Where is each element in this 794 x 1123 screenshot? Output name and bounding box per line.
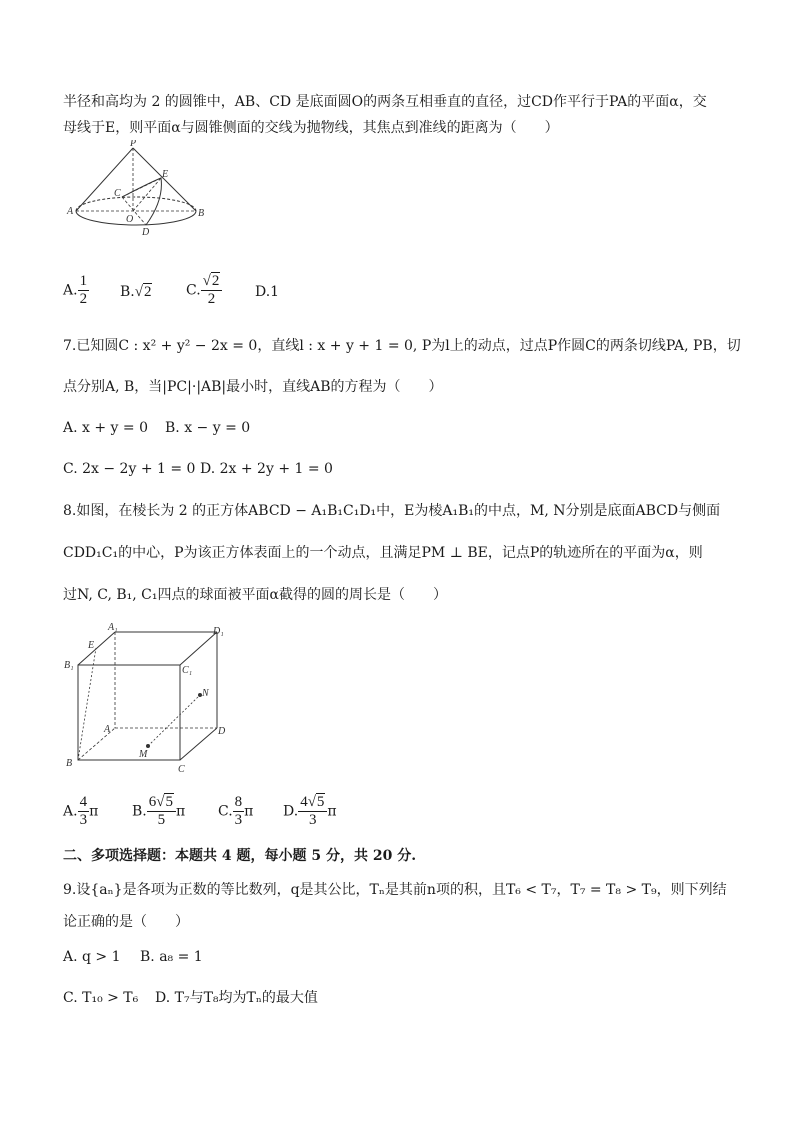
- q8-stem-line2: CDD₁C₁的中心，P为该正方体表面上的一个动点，且满足PM ⊥ BE，记点P的轨迹所在的平面为α，则: [63, 545, 703, 561]
- q9-option-a: A. q > 1: [63, 949, 121, 965]
- q9-option-d: D. T₇与T₈均为Tₙ的最大值: [155, 990, 318, 1006]
- q7-option-b: B. x − y = 0: [165, 420, 251, 436]
- q8-label-C1: C₁: [182, 665, 193, 676]
- q7-option-c: C. 2x − 2y + 1 = 0: [63, 461, 196, 477]
- q8-label-A1: A₁: [108, 622, 118, 633]
- q8-label-D: D: [218, 726, 226, 737]
- q7-option-d: D. 2x + 2y + 1 = 0: [200, 461, 333, 477]
- q8-label-N: N: [202, 688, 209, 699]
- q6-label-E: E: [162, 169, 169, 180]
- q8-label-B: B: [66, 758, 73, 769]
- q8-label-D1: D₁: [213, 626, 224, 637]
- q8-label-M: M: [139, 749, 148, 760]
- section2-title: 二、多项选择题：本题共 4 题，每小题 5 分，共 20 分.: [63, 848, 417, 864]
- q6-stem-line1: 半径和高均为 2 的圆锥中，AB、CD 是底面圆O的两条互相垂直的直径，过CD作平行于PA的平面α，交: [63, 94, 707, 110]
- q8-option-a: A. $\frac{4}{3}$ π: [63, 794, 99, 828]
- q9-option-c: C. T₁₀ > T₆: [63, 990, 139, 1006]
- q8-label-E: E: [88, 640, 95, 651]
- q8-option-b: B. $\frac{6√5}{5}$ π: [132, 794, 186, 828]
- q6-stem-line2: 母线于E，则平面α与圆锥侧面的交线为抛物线，其焦点到准线的距离为（ ）: [63, 120, 559, 136]
- q6-label-A: A: [67, 206, 74, 217]
- q8-option-c: C. $\frac{8}{3}$ π: [218, 794, 254, 828]
- q8-label-B1: B₁: [64, 660, 74, 671]
- q6-option-c: C. $\frac{√2}{2}$: [186, 273, 222, 308]
- q9-stem-line2: 论正确的是（ ）: [63, 914, 189, 930]
- q8-stem-line3: 过N, C, B₁, C₁四点的球面被平面α截得的圆的周长是（ ）: [63, 587, 447, 603]
- q6-label-C: C: [114, 188, 121, 199]
- q6-label-P: P: [130, 140, 137, 149]
- q9-option-b: B. a₈ = 1: [140, 949, 203, 965]
- q6-label-B: B: [198, 208, 205, 219]
- q8-option-d: D. $\frac{4√5}{3}$ π: [283, 794, 337, 828]
- q7-stem-line1: 7.已知圆C : x² + y² − 2x = 0，直线l : x + y + 1 = 0, P为l上的动点，过点P作圆C的两条切线PA, PB，切: [63, 338, 741, 354]
- q6-option-a: A. $\frac{1}{2}$: [63, 273, 88, 307]
- q7-stem-line2: 点分别A, B，当|PC|·|AB|最小时，直线AB的方程为（ ）: [63, 379, 443, 395]
- q7-option-a: A. x + y = 0: [63, 420, 148, 436]
- q8-label-C: C: [178, 764, 185, 775]
- q6-option-d: D.1: [255, 284, 280, 300]
- q6-label-O: O: [126, 214, 134, 225]
- q6-cone-figure: [66, 140, 206, 240]
- q8-cube-figure: [60, 620, 240, 780]
- q8-stem-line1: 8.如图，在棱长为 2 的正方体ABCD − A₁B₁C₁D₁中，E为棱A₁B₁的中点，M, N分别是底面ABCD与侧面: [63, 503, 721, 519]
- q6-label-D: D: [142, 227, 150, 238]
- q9-stem-line1: 9.设{aₙ}是各项为正数的等比数列，q是其公比，Tₙ是其前n项的积，且T₆ < T₇，T₇ = T₈ > T₉，则下列结: [63, 882, 727, 898]
- q6-option-b: B.√2: [120, 284, 152, 300]
- q8-label-A: A: [104, 724, 111, 735]
